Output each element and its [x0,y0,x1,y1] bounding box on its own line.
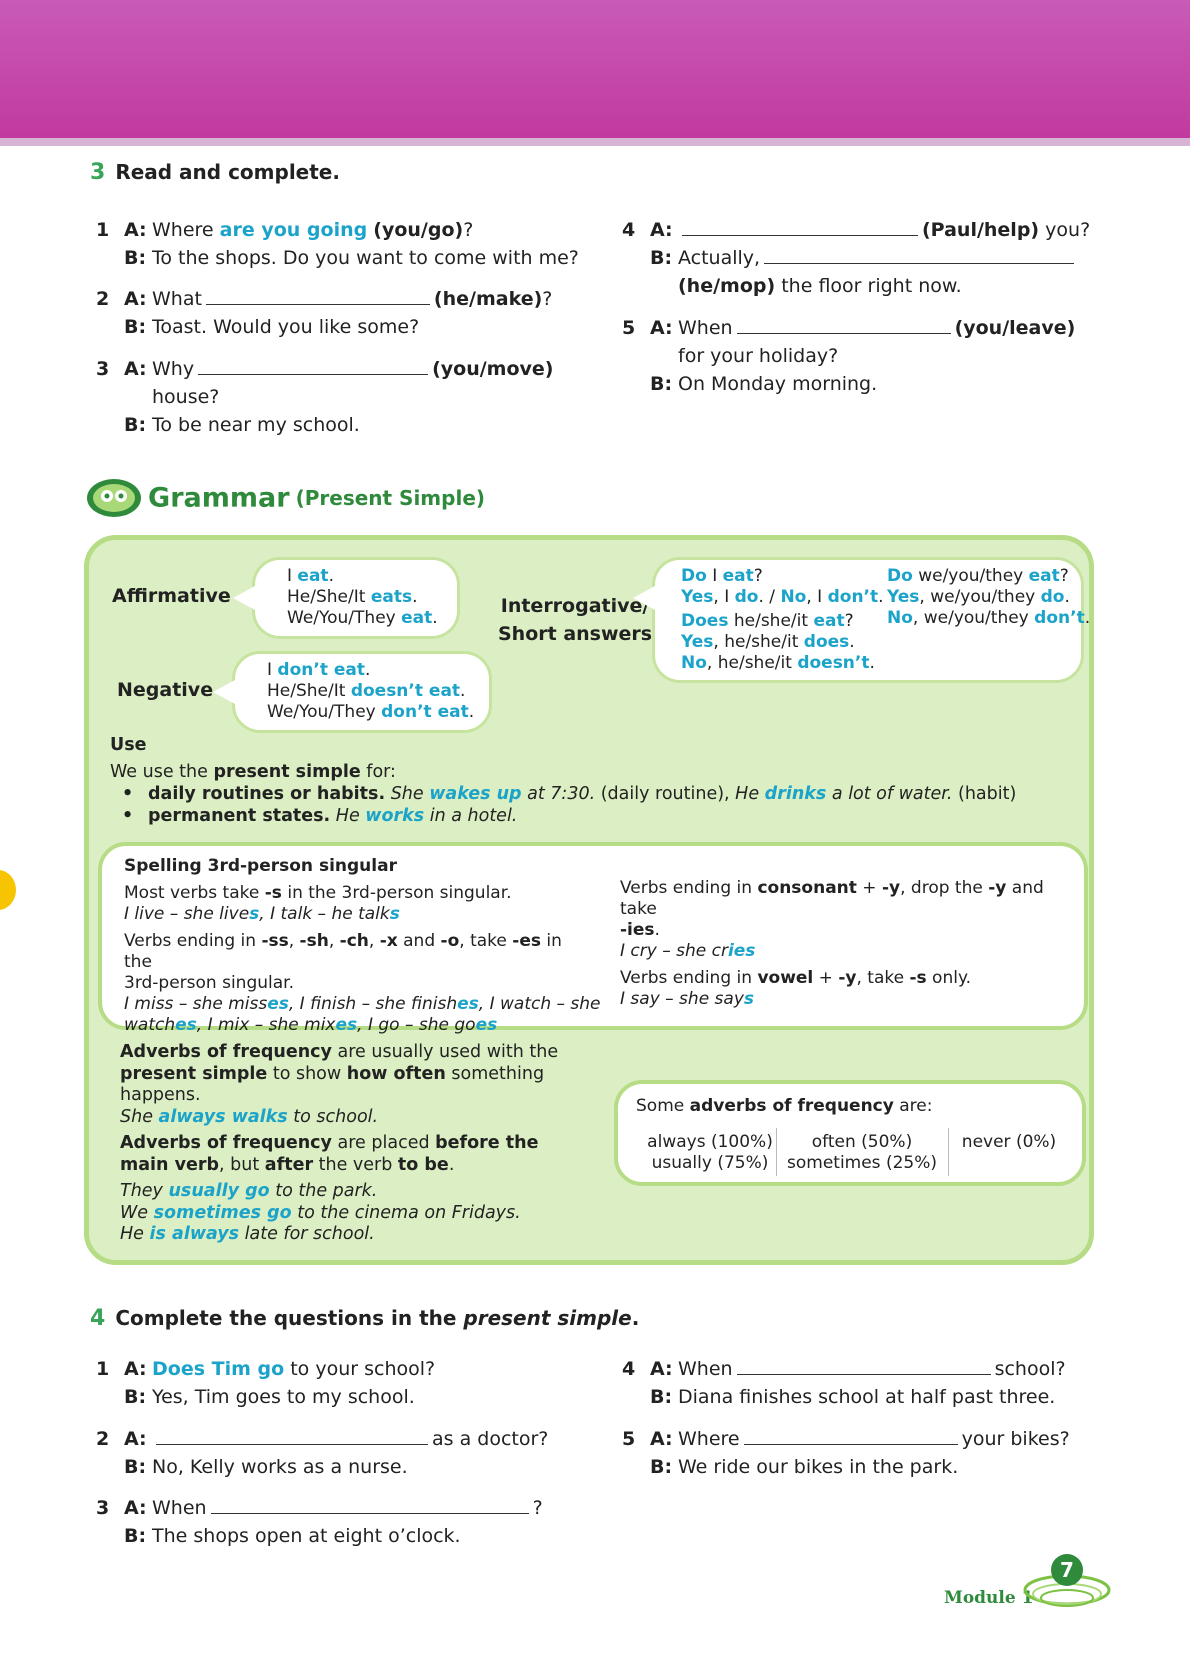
interrogative-label: Interrogative/ Short answers [498,595,653,645]
ex4-item-5: 5 A: Where your bikes? B: We ride our bikes in the park. [622,1428,1070,1478]
spelling-box [98,842,1088,1035]
exercise-number: 3 [90,160,106,185]
exercise-4-heading: 4 Complete the questions in the present simple. [90,1306,640,1331]
ex4-item-4: 4 A: When school? B: Diana finishes school at half past three. [622,1358,1066,1408]
ex3-item-1: 1 A: Where are you going (you/go)? B: To the shops. Do you want to come with me? [96,219,579,269]
affirmative-bubble: I eat. He/She/It eats. We/You/They eat. [252,557,460,639]
top-banner [0,0,1190,146]
spelling-right-column: Verbs ending in consonant + -y, drop the -y and take -ies. I cry – she cries Verbs ending in vowel + -y, take -s only. I say – she says [620,878,1044,1009]
answer-blank[interactable] [206,286,430,305]
frequency-column-1: always (100%) usually (75%) [647,1132,773,1173]
frequency-column-2: often (50%) sometimes (25%) [787,1132,937,1173]
spelling-title: Spelling 3rd-person singular [124,856,397,876]
example-answer: Does Tim go [152,1358,285,1380]
ex3-item-3: 3 A: Why (you/move) house? B: To be near my school. [96,358,554,436]
ex4-item-2: 2 A: as a doctor? B: No, Kelly works as a nurse. [96,1428,549,1478]
exercise-3-heading [90,160,340,185]
answer-blank[interactable] [211,1495,529,1514]
affirmative-label: Affirmative [112,585,231,607]
spelling-left-column: Spelling 3rd-person singular Most verbs take -s in the 3rd-person singular. I live – she lives, I talk – he talks Verbs ending in -ss, -sh, -ch, -x and -o, take -es in the 3rd-person singular. I miss – she misses, I finish – she finishes, I watch – she watches, I mix – she mixes, I go – she goes [124,856,601,1035]
use-heading: Use [110,735,147,755]
frequency-box [614,1080,1086,1186]
answer-blank[interactable] [682,217,918,236]
answer-blank[interactable] [198,356,428,375]
use-bullet: • permanent states. He works in a hotel. [110,805,1016,827]
adverbs-section: Adverbs of frequency are usually used with the present simple to show how often something happens. She always walks to school. Adverbs of frequency are placed before the main verb, but after the verb to be. They usually go to the park. We sometimes go to the cinema on Fridays. He is always late for school. [120,1042,559,1244]
owl-icon [86,478,142,518]
exercise-title: Read and complete. [115,160,340,184]
negative-bubble: I don’t eat. He/She/It doesn’t eat. We/You/They don’t eat. [232,651,492,733]
negative-label: Negative [117,679,214,701]
interrogative-column-singular: Do I eat? Yes, I do. / No, I don’t. Does he/she/it eat? Yes, he/she/it does. No, he/she/it doesn’t. [681,566,884,673]
use-bullet: • daily routines or habits. She wakes up at 7:30. (daily routine), He drinks a lot of water. (habit) [110,783,1016,805]
page-number-badge [1022,1550,1112,1620]
interrogative-column-plural: Do we/you/they eat? Yes, we/you/they do. No, we/you/they don’t. [887,566,1091,628]
frequency-heading: Some adverbs of frequency are: [636,1096,933,1116]
page-number: 7 [1060,1558,1074,1582]
answer-blank[interactable] [737,1356,991,1375]
answer-blank[interactable] [764,245,1074,264]
grammar-title: Grammar (Present Simple) [86,478,485,518]
ex3-item-4: 4 A: (Paul/help) you? B: Actually, (he/mop) the floor right now. [622,219,1091,297]
ex3-item-2: 2 A: What (he/make)? B: Toast. Would you like some? [96,288,553,338]
page-tab-marker [0,870,16,910]
answer-blank[interactable] [744,1426,958,1445]
ex4-item-1: 1 A: Does Tim go to your school? B: Yes, Tim goes to my school. [96,1358,436,1408]
ex4-item-3: 3 A: When ? B: The shops open at eight o’clock. [96,1497,543,1547]
page-footer [944,1550,1114,1620]
interrogative-bubble [652,557,1091,683]
answer-blank[interactable] [156,1426,428,1445]
example-answer: are you going [219,219,368,241]
answer-blank[interactable] [737,315,951,334]
ex3-item-5: 5 A: When (you/leave) for your holiday? B: On Monday morning. [622,317,1076,395]
module-label: Module 1 [944,1588,1034,1608]
use-section: Use We use the present simple for: • daily routines or habits. She wakes up at 7:30. (daily routine), He drinks a lot of water. (habit) • permanent states. He works in a hotel. [110,734,1016,827]
frequency-column-3: never (0%) [961,1132,1057,1152]
